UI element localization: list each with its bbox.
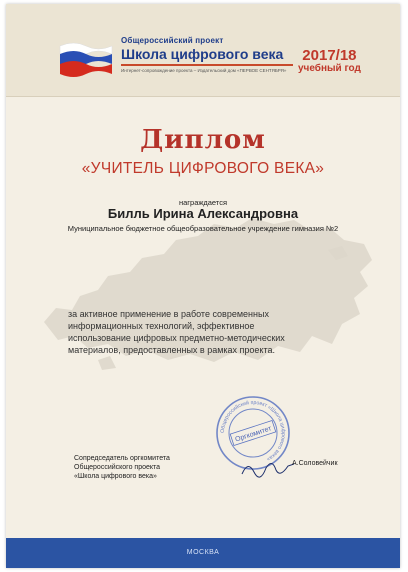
project-small-label: Общероссийский проект xyxy=(121,36,224,45)
diploma-subtitle: «УЧИТЕЛЬ ЦИФРОВОГО ВЕКА» xyxy=(81,160,325,177)
footer-band xyxy=(6,538,400,568)
diploma-sheet xyxy=(6,4,400,568)
project-name: Школа цифрового века xyxy=(121,46,284,62)
award-reason-line: материалов, предоставленных в рамках проекта. xyxy=(68,345,275,355)
recipient-organization: Муниципальное бюджетное общеобразовательное учреждение гимназия №2 xyxy=(67,224,339,233)
award-reason xyxy=(68,308,338,356)
cochair-title-line: Общероссийского проекта xyxy=(74,464,161,471)
recipient-name: Билль Ирина Александровна xyxy=(107,206,299,221)
awarded-label: награждается xyxy=(178,198,228,207)
year-label: 2017/18 xyxy=(302,47,357,64)
stamp-ring-text: Общероссийский проект «Школа цифрового века» xyxy=(219,399,287,463)
award-reason-line: за активное применение в работе современных xyxy=(68,309,269,319)
russian-flag-icon xyxy=(58,40,114,78)
stamp-center-text: Оргкомитет xyxy=(234,425,273,444)
project-underline xyxy=(121,64,293,66)
header-band xyxy=(6,4,400,97)
school-year xyxy=(298,48,361,75)
signer-name: А.Соловейчик xyxy=(292,460,338,467)
diploma-title: Диплом xyxy=(140,125,266,155)
cochair-title-line: Сопредседатель оргкомитета xyxy=(74,455,170,462)
cochair-title xyxy=(74,454,170,481)
award-reason-line: информационных технологий, эффективное xyxy=(68,321,255,331)
cochair-title-line: «Школа цифрового века» xyxy=(74,473,157,480)
project-header xyxy=(121,36,293,73)
award-reason-line: использование цифровых предметно-методических xyxy=(68,333,285,343)
footer-city: МОСКВА xyxy=(186,549,220,556)
handwritten-signature xyxy=(238,456,298,482)
year-sub-label: учебный год xyxy=(298,63,361,74)
project-tagline: Интернет-сопровождение проекта – Издательский дом «ПЕРВОЕ СЕНТЯБРЯ» xyxy=(121,68,287,73)
